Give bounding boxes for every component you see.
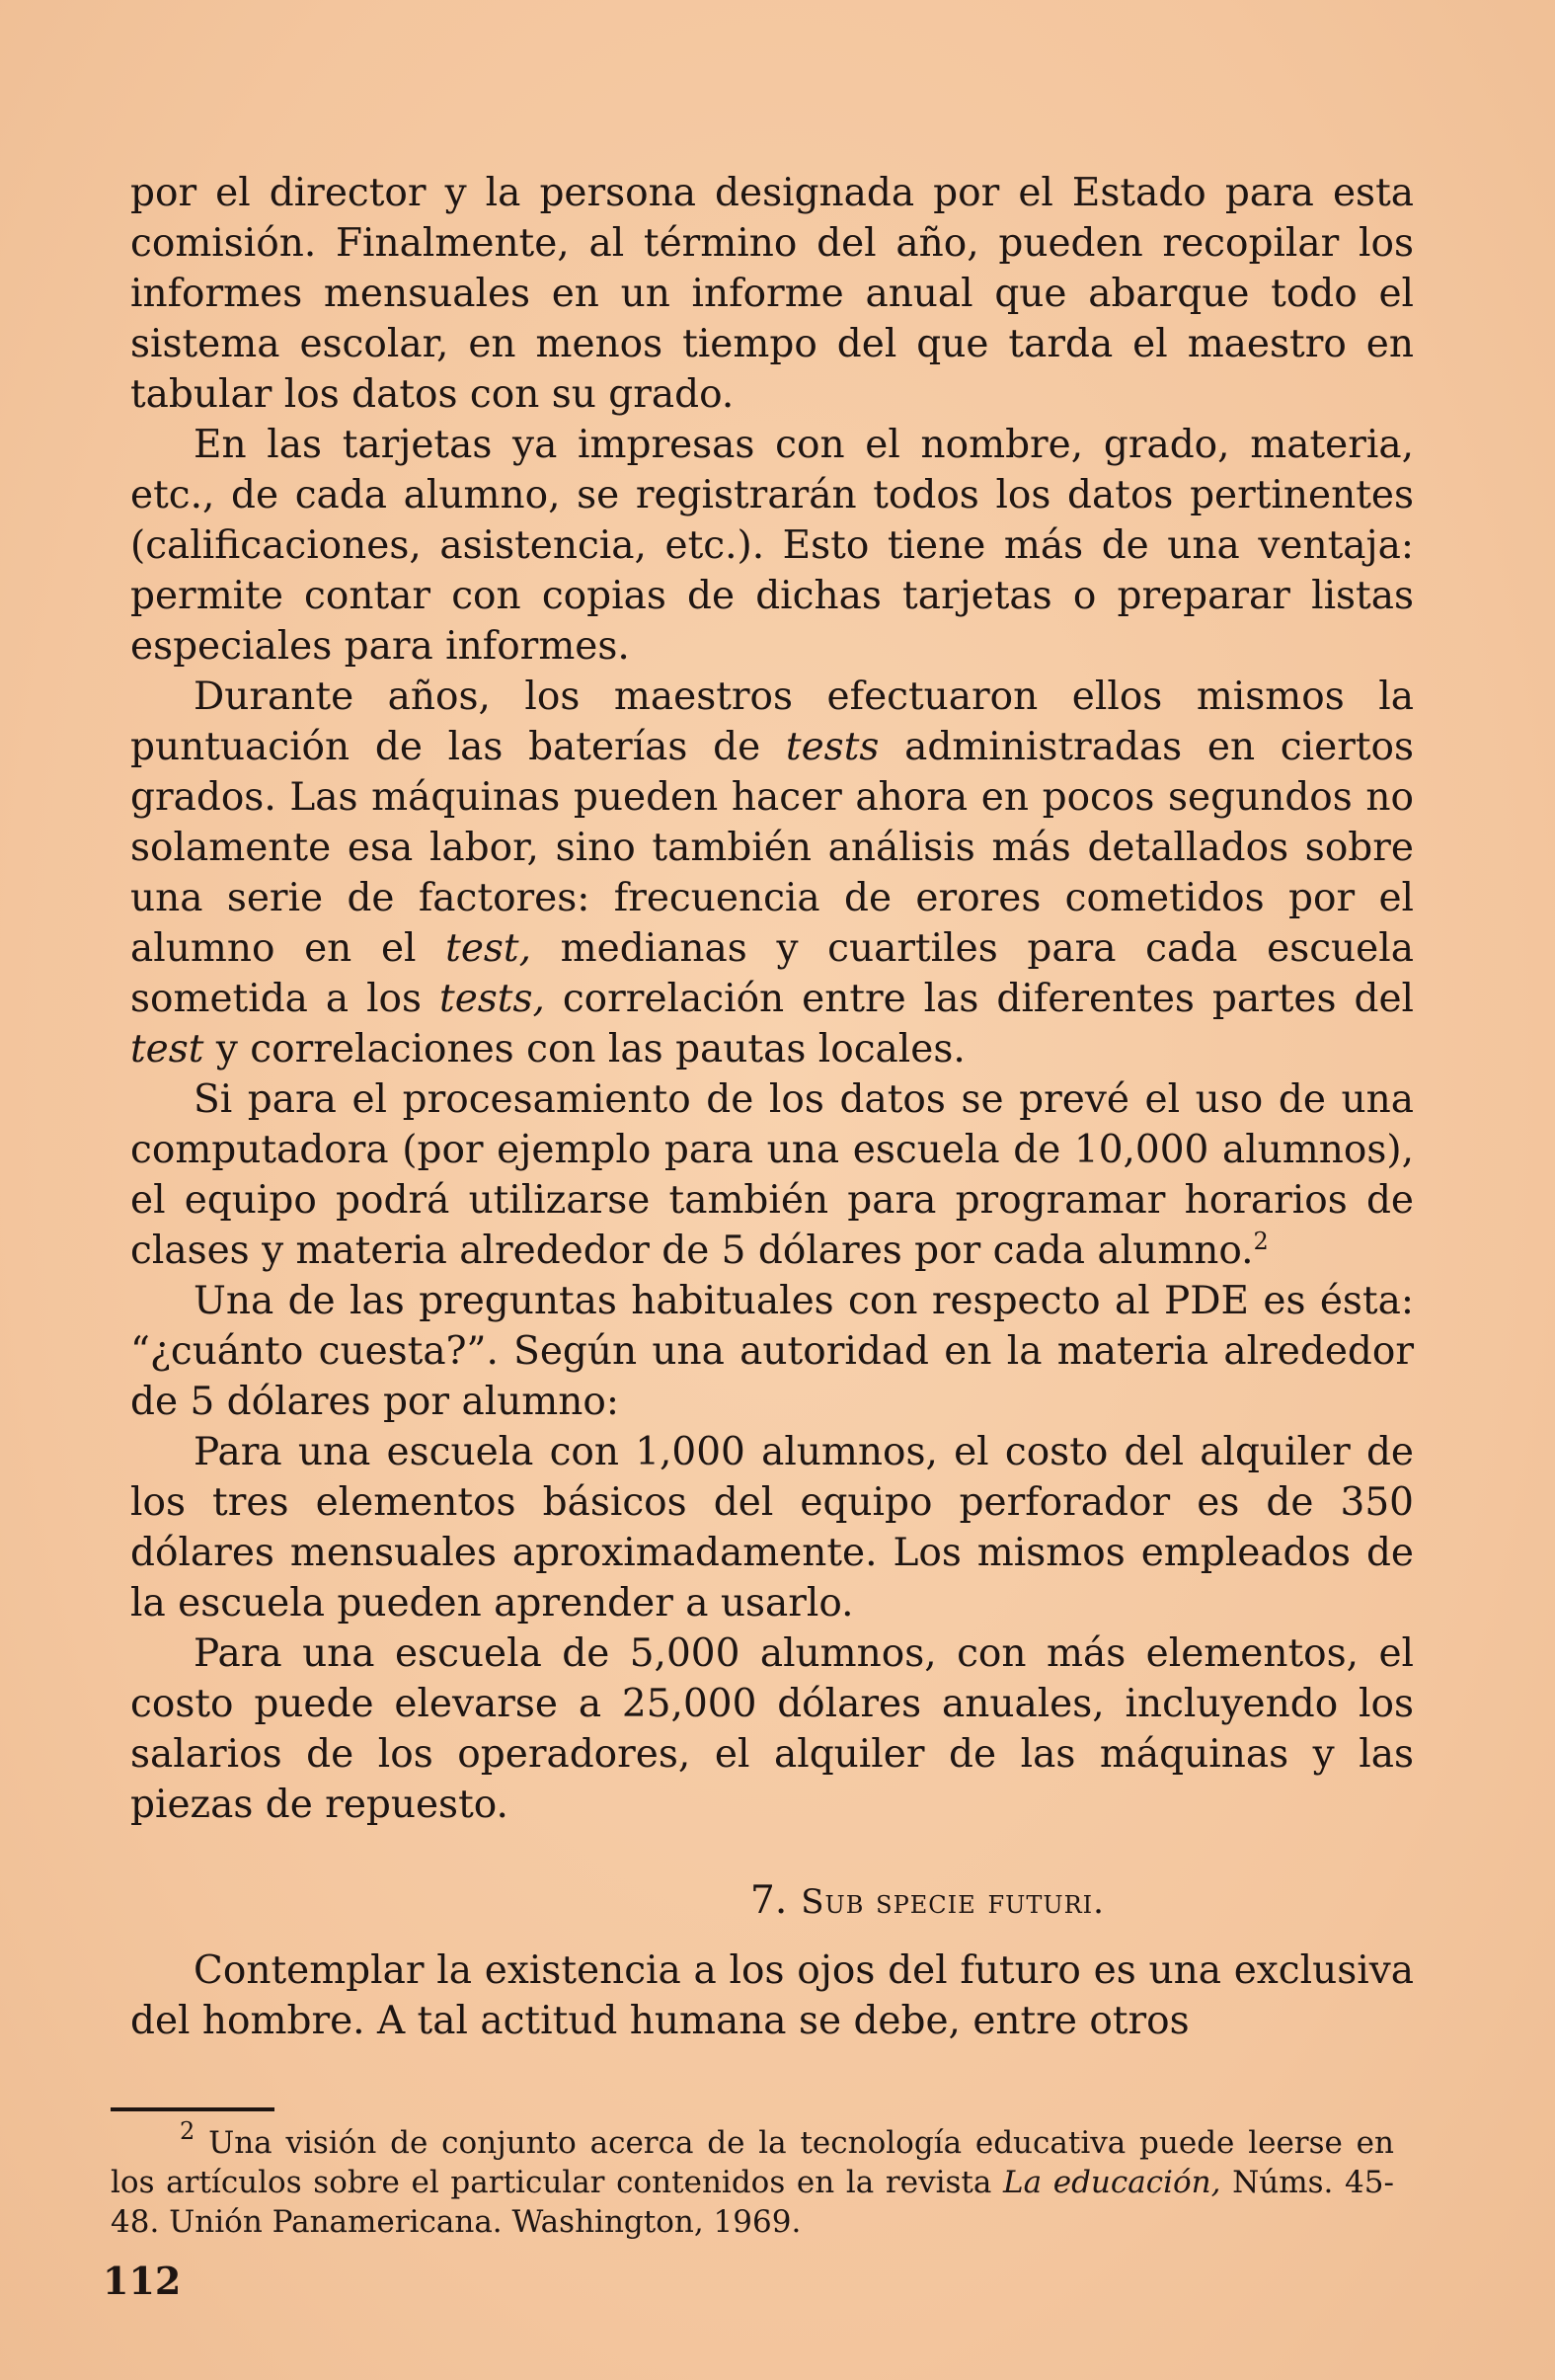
footnote-divider bbox=[111, 2107, 274, 2111]
footnote-reference: 2 bbox=[1253, 1228, 1269, 1255]
section-title: Sub specie futuri. bbox=[801, 1882, 1105, 1922]
text-run: Para una escuela con 1,000 alumnos, el costo del alquiler de los tres elementos básicos del equipo perforador es de 350 dólares mensuales aproximadamente. Los mismos empleados de la escuela pueden aprender a usarlo. bbox=[130, 1430, 1414, 1626]
text-run: Una de las preguntas habituales con respecto al PDE es ésta: “¿cuánto cuesta?”. Según una autoridad en la materia alrededor de 5 dólares por alumno: bbox=[130, 1279, 1414, 1424]
italic-term: test bbox=[130, 1027, 204, 1071]
quote-paragraph-2 bbox=[130, 1628, 1414, 1830]
text-run: por el director y la persona designada por el Estado para esta comisión. Finalmente, al término del año, pueden recopilar los informes mensuales en un informe anual que abarque todo el sistema escolar, en menos tiempo del que tarda el maestro en tabular los datos con su grado. bbox=[130, 171, 1414, 417]
text-run: y correlaciones con las pautas locales. bbox=[203, 1027, 966, 1071]
text-run: Si para el procesamiento de los datos se prevé el uso de una computadora (por ejemplo para una escuela de 10,000 alumnos), el equipo podrá utilizarse también para programar horarios de clases y materia alrededor de 5 dólares por cada alumno. bbox=[130, 1077, 1414, 1273]
text-run: administradas en ciertos grados. Las máquinas pueden hacer ahora en pocos segundos no solamente esa labor, sino también análisis más detallados sobre una serie de factores: frecuencia de erores cometidos por el alumno en el bbox=[130, 725, 1414, 971]
page-number: 112 bbox=[103, 2259, 182, 2303]
paragraph-5 bbox=[130, 1276, 1414, 1427]
text-run: Durante años, los maestros efectuaron ellos mismos la puntuación de las baterías de bbox=[130, 674, 1414, 769]
footnote-journal-title: La educación, bbox=[1003, 2165, 1221, 2200]
text-run: medianas y cuartiles para cada escuela sometida a los bbox=[130, 926, 1414, 1021]
paragraph-1 bbox=[130, 168, 1414, 420]
body-text bbox=[130, 168, 1414, 2046]
footnote bbox=[111, 2117, 1394, 2242]
paragraph-2 bbox=[130, 420, 1414, 672]
italic-term: tests, bbox=[439, 977, 545, 1021]
section-number: 7. bbox=[750, 1878, 788, 1923]
italic-term: test, bbox=[445, 926, 531, 971]
quote-paragraph-1 bbox=[130, 1427, 1414, 1628]
footnote-text-before: Una visión de conjunto acerca de la tecnología educativa puede leerse en los artículos sobre el particular contenidos en la revista bbox=[111, 2125, 1394, 2200]
paragraph-3 bbox=[130, 672, 1414, 1074]
paragraph-4 bbox=[130, 1074, 1414, 1276]
text-run: correlación entre las diferentes partes del bbox=[544, 977, 1414, 1021]
footnote-marker: 2 bbox=[180, 2117, 195, 2145]
text-run: En las tarjetas ya impresas con el nombre, grado, materia, etc., de cada alumno, se registrarán todos los datos pertinentes (calificaciones, asistencia, etc.). Esto tiene más de una ventaja: permite contar con copias de dichas tarjetas o preparar listas especiales para informes. bbox=[130, 423, 1414, 669]
section-heading bbox=[130, 1875, 1414, 1928]
footnote-text-after: Núms. 45-48. Unión Panamericana. Washington, 1969. bbox=[111, 2165, 1394, 2240]
text-run: Para una escuela de 5,000 alumnos, con más elementos, el costo puede elevarse a 25,000 dólares anuales, incluyendo los salarios de los operadores, el alquiler de las máquinas y las piezas de repuesto. bbox=[130, 1631, 1414, 1827]
italic-term: tests bbox=[785, 725, 880, 769]
closing-paragraph: Contemplar la existencia a los ojos del futuro es una exclusiva del hombre. A tal actitud humana se debe, entre otros bbox=[130, 1948, 1414, 2043]
